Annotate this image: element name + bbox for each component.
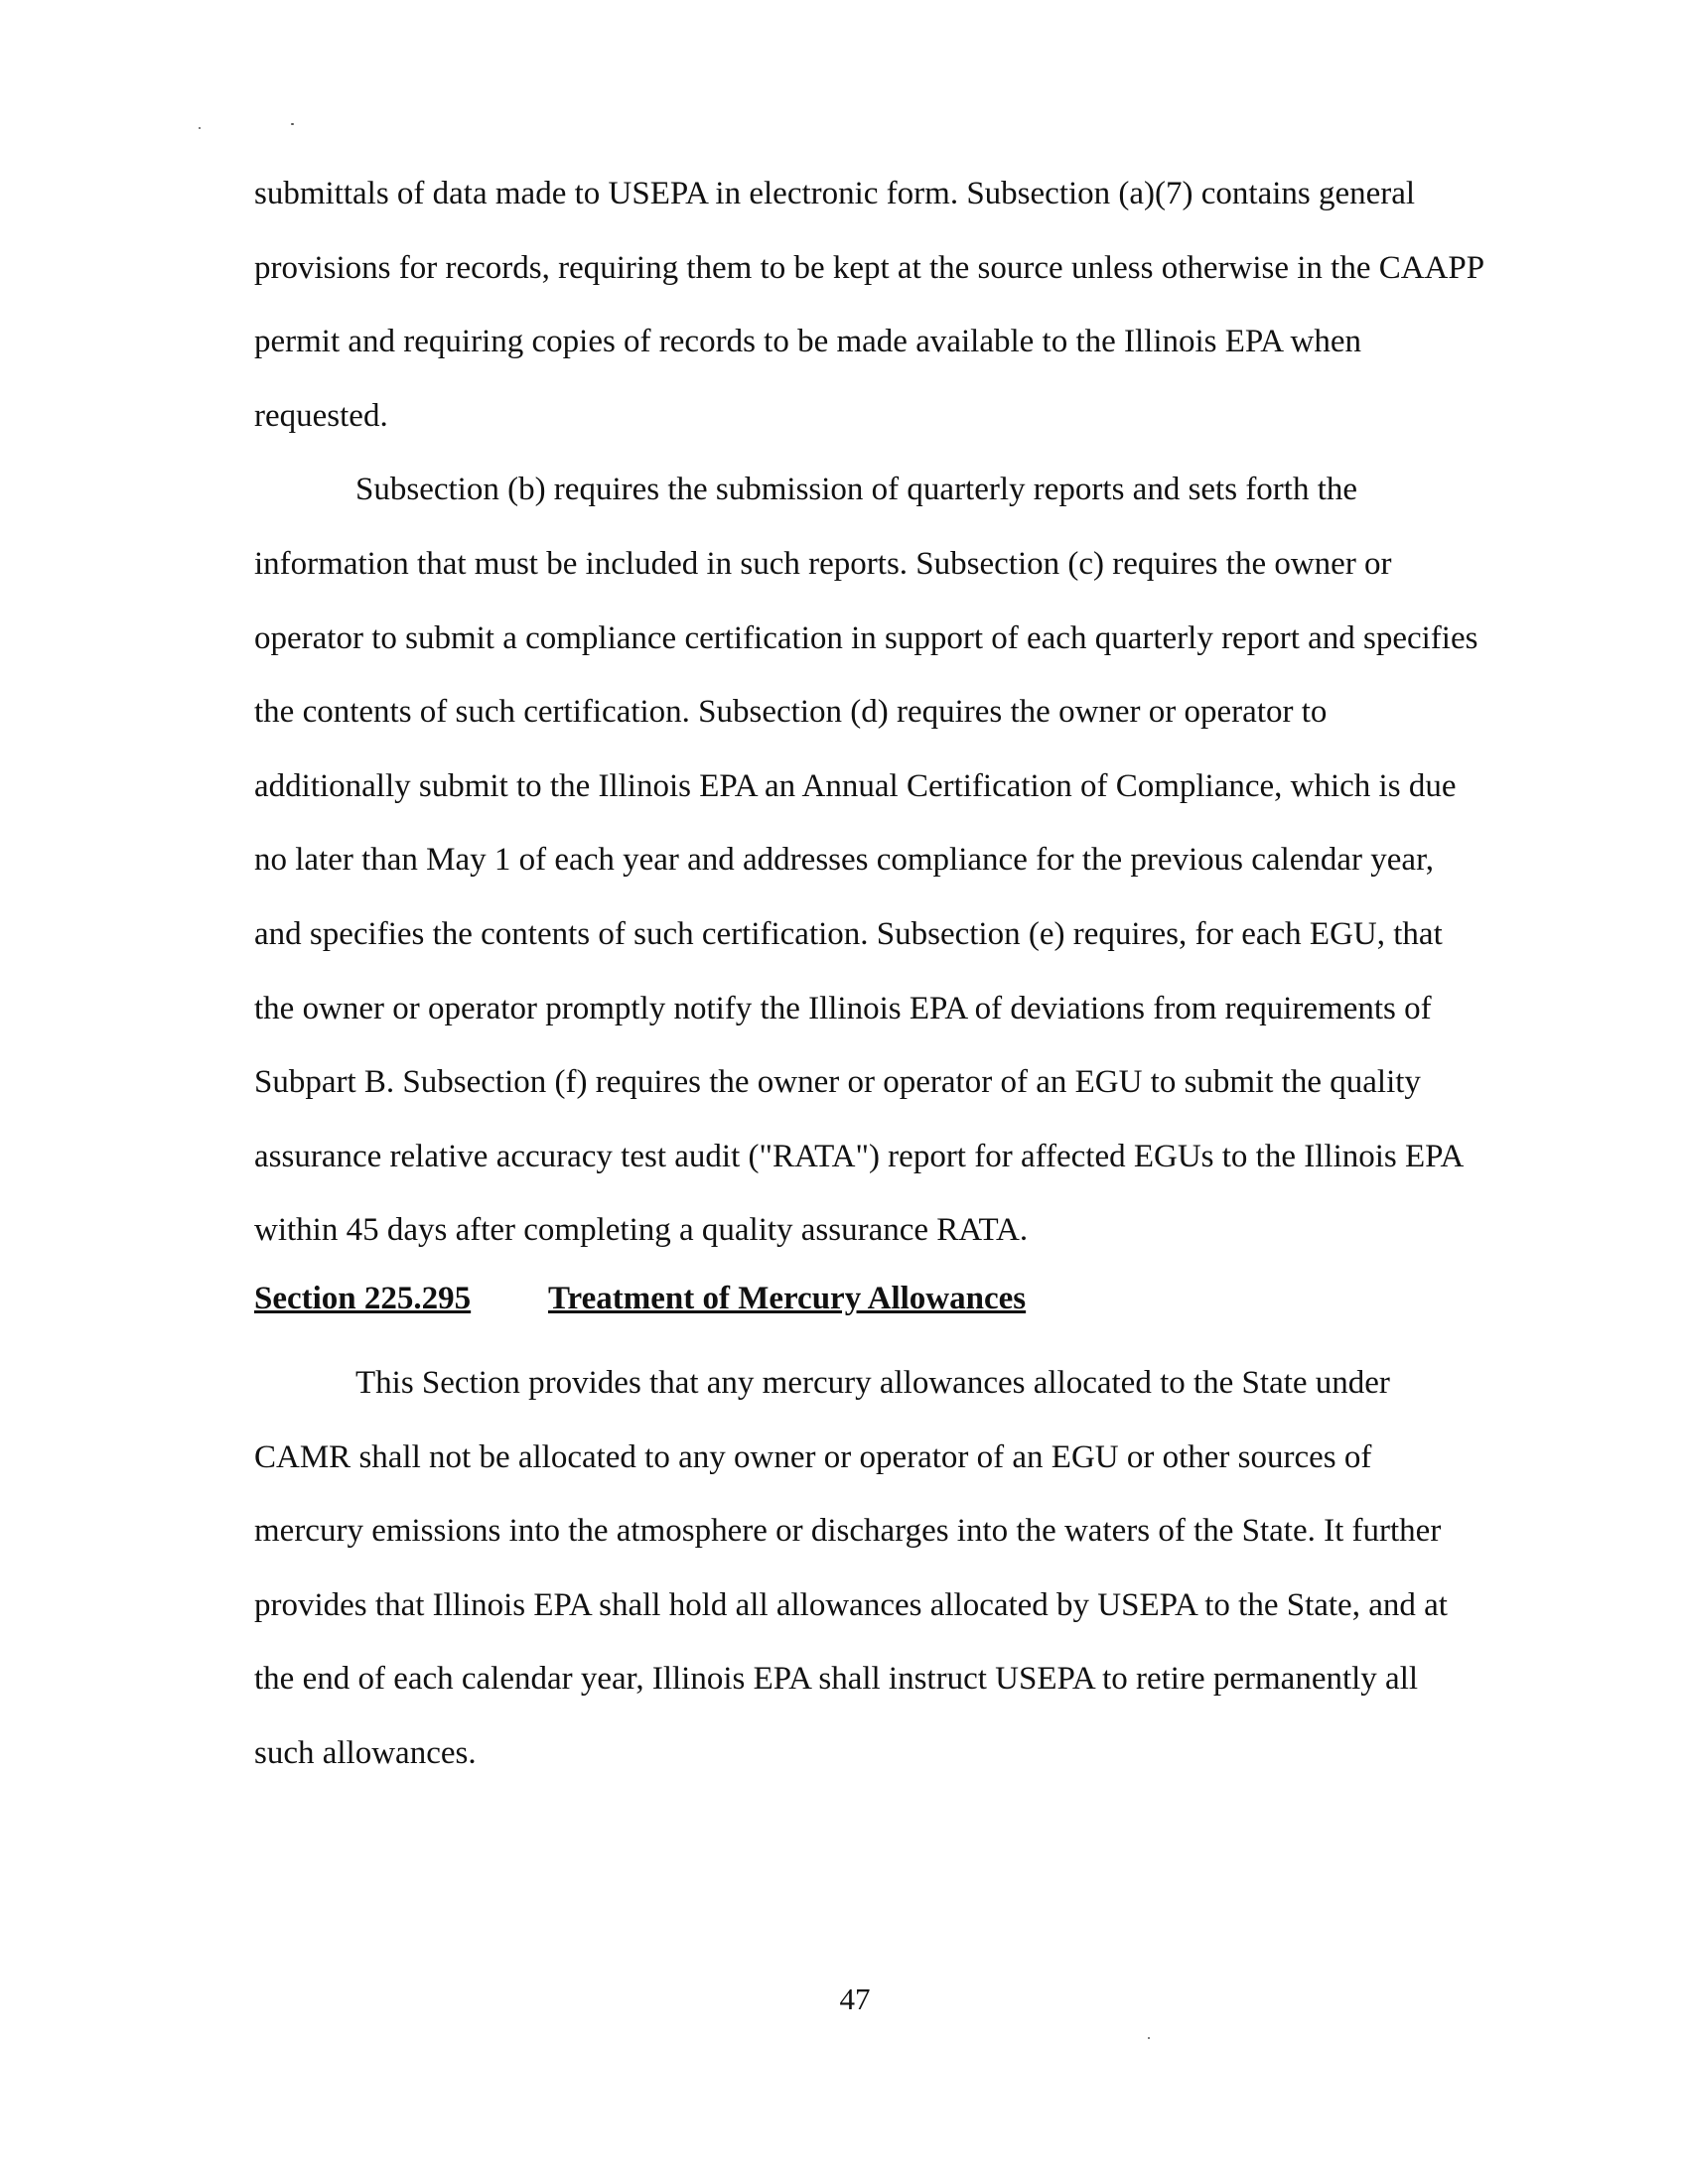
- subsection-b-paragraph: Subsection (b) requires the submission of quarterly reports and sets forth the information that must be included in such reports. Subsection (c) requires the owner or operator to submit a compliance certification in support of each quarterly report and specifies the contents of such certification. Subsection (d) requires the owner or operator to additionally submit to the Illinois EPA an Annual Certification of Compliance, which is due no later than May 1 of each year and addresses compliance for the previous calendar year, and specifies the contents of such certification. Subsection (e) requires, for each EGU, that the owner or operator promptly notify the Illinois EPA of deviations from requirements of Subpart B. Subsection (f) requires the owner or operator of an EGU to submit the quality assurance relative accuracy test audit ("RATA") report for affected EGUs to the Illinois EPA within 45 days after completing a quality assurance RATA.: [254, 472, 1478, 1249]
- section-paragraph: This Section provides that any mercury allowances allocated to the State under CAMR shall not be allocated to any owner or operator of an EGU or other sources of mercury emissions into the atmosphere or discharges into the waters of the State. It further provides that Illinois EPA shall hold all allowances allocated by USEPA to the State, and at the end of each calendar year, Illinois EPA shall instruct USEPA to retire permanently all such allowances.: [254, 1365, 1448, 1771]
- scan-speck: [199, 127, 201, 129]
- scan-speck: [291, 123, 294, 125]
- page-number: 47: [839, 1981, 871, 2016]
- body-text-section: [254, 1346, 1485, 1791]
- continuation-paragraph: submittals of data made to USEPA in electronic form. Subsection (a)(7) contains general provisions for records, requiring them to be kept at the source unless otherwise in the CAAPP permit and requiring copies of records to be made available to the Illinois EPA when requested.: [254, 176, 1483, 434]
- section-title: Treatment of Mercury Allowances: [548, 1281, 1027, 1316]
- section-number: Section 225.295: [254, 1281, 472, 1316]
- section-heading: [254, 1279, 1026, 1318]
- scan-speck: [1148, 2037, 1150, 2039]
- body-text-top: [254, 157, 1485, 1268]
